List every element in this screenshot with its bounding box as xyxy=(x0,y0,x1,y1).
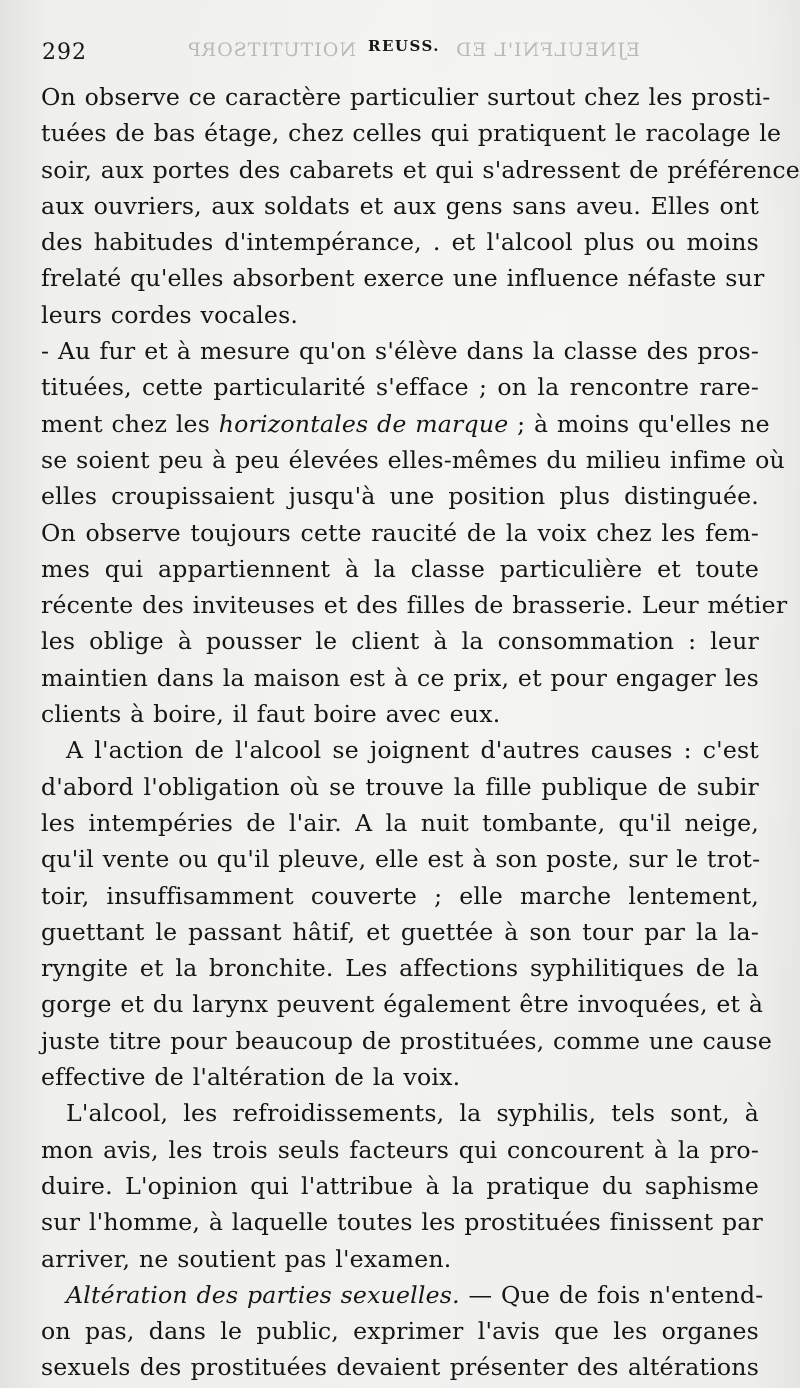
text-line: A l'action de l'alcool se joignent d'autres causes : c'est xyxy=(66,736,759,765)
text-line: qu'il vente ou qu'il pleuve, elle est à son poste, sur le trot- xyxy=(41,845,761,874)
text-line: mes qui appartiennent à la classe particulière et toute xyxy=(41,554,759,583)
text-line: guettant le passant hâtif, et guettée à son tour par la la- xyxy=(41,917,759,946)
italic-phrase: horizontales de marque xyxy=(218,409,509,438)
text-line xyxy=(41,406,770,442)
text-line: - Au fur et à mesure qu'on s'élève dans la classe des pros- xyxy=(41,337,759,366)
text-line xyxy=(41,1277,764,1313)
text-line: gorge et du larynx peuvent également être invoquées, et à xyxy=(41,990,764,1019)
text-line: On observe ce caractère particulier surtout chez les prosti- xyxy=(41,83,771,111)
text-line: aux ouvriers, aux soldats et aux gens sans aveu. Elles ont xyxy=(41,191,759,220)
text-line: toir, insuffisamment couverte ; elle marche lentement, xyxy=(41,881,759,910)
text-line: maintien dans la maison est à ce prix, et pour engager les xyxy=(41,663,759,692)
text-line: ryngite et la bronchite. Les affections syphilitiques de la xyxy=(41,954,759,983)
text-span: ment chez les xyxy=(41,409,219,438)
text-line: tituées, cette particularité s'efface ; on la rencontre rare- xyxy=(41,373,759,402)
text-line: L'alcool, les refroidissements, la syphilis, tels sont, à xyxy=(66,1099,759,1128)
page-header xyxy=(0,26,800,65)
body-text xyxy=(41,79,800,1386)
text-line: frelaté qu'elles absorbent exerce une influence néfaste sur xyxy=(41,264,765,293)
text-line: se soient peu à peu élevées elles-mêmes du milieu infime où xyxy=(41,445,785,474)
page-number: 292 xyxy=(42,40,87,65)
running-head: REUSS. xyxy=(368,37,441,55)
text-line: arriver, ne soutient pas l'examen. xyxy=(41,1244,452,1273)
text-line: les oblige à pousser le client à la consommation : leur xyxy=(41,627,759,656)
text-line: elles croupissaient jusqu'à une position plus distinguée. xyxy=(41,482,759,511)
bleed-through-text: NOITUTITSORP xyxy=(187,39,356,61)
bleed-through-text: EJNEULFNI'L ED xyxy=(455,39,640,61)
text-line: soir, aux portes des cabarets et qui s'adressent de préférence xyxy=(41,155,800,184)
text-line: tuées de bas étage, chez celles qui pratiquent le racolage le xyxy=(41,119,782,148)
text-line: les intempéries de l'air. A la nuit tombante, qu'il neige, xyxy=(41,808,759,837)
text-line: sur l'homme, à laquelle toutes les prostituées finissent par xyxy=(41,1208,764,1237)
text-line: effective de l'altération de la voix. xyxy=(41,1063,461,1092)
text-span: ; à moins qu'elles ne xyxy=(508,409,770,438)
text-line: duire. L'opinion qui l'attribue à la pratique du saphisme xyxy=(41,1171,759,1200)
text-line: récente des inviteuses et des filles de brasserie. Leur métier xyxy=(41,591,788,620)
text-line: leurs cordes vocales. xyxy=(41,300,299,329)
text-line: juste titre pour beaucoup de prostituées, comme une cause xyxy=(41,1026,773,1055)
text-line: mon avis, les trois seuls facteurs qui concourent à la pro- xyxy=(41,1135,759,1164)
text-line: d'abord l'obligation où se trouve la fille publique de subir xyxy=(41,772,759,801)
text-line: des habitudes d'intempérance, . et l'alcool plus ou moins xyxy=(41,228,759,257)
text-line: on pas, dans le public, exprimer l'avis que les organes xyxy=(41,1317,759,1346)
section-heading: Altération des parties sexuelles. xyxy=(66,1280,460,1309)
text-line: clients à boire, il faut boire avec eux. xyxy=(41,700,501,729)
text-line: sexuels des prostituées devaient présenter des altérations xyxy=(41,1353,759,1382)
text-span: — Que de fois n'entend- xyxy=(459,1280,764,1309)
text-line: On observe toujours cette raucité de la voix chez les fem- xyxy=(41,518,759,547)
